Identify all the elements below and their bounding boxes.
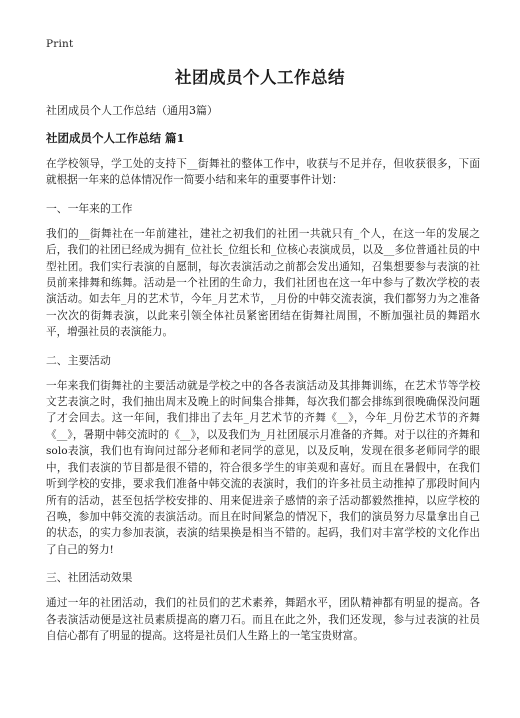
section-body-effects: 通过一年的社团活动，我们的社员们的艺术素养，舞蹈水平，团队精神都有明显的提高。各各表演活动便是这社员素质提高的磨刀石。而且在此之外，我们还发现，参与过表演的社员自信心都有了明显的提高。这将是社员们人生路上的一笔宝贵财富。	[46, 597, 480, 642]
section-body-activities: 一年来我们街舞社的主要活动就是学校之中的各各表演活动及其排舞训练，在艺术节等学校文艺表演之时，我们抽出周末及晚上的时间集合排舞，每次我们都会排练到很晚确保没问题了才会回去。这一年间，我们排出了去年_月艺术节的齐舞《__》，今年_月份艺术节的齐舞《__》，暑期中韩交流时的《__》，以及我们为_月社团展示月准备的齐舞。对于以往的齐舞和solo表演，我们也有询问过部分老师和老同学的意见，以及反响，发现在很多老师同学的眼中，我们表演的节目都是很不错的，符合很多学生的审美观和喜好。而且在暑假中，在我们听到学校的安排，要求我们准备中韩交流的表演时，我们的许多社员主动推掉了那段时间内所有的活动，甚至包括学校安排的、用来促进亲子感情的亲子活动都毅然推掉，以应学校的召唤，参加中韩交流的表演活动。而且在时间紧急的情况下，我们的演员努力尽量拿出自己的状态，的实力参加表演，表演的结果换是相当不错的。起码，我们对丰富学校的文化作出了自己的努力!	[46, 379, 480, 556]
section-heading-work: 一、一年来的工作	[46, 201, 133, 215]
article-heading: 社团成员个人工作总结 篇1	[46, 131, 185, 145]
intro-paragraph: 在学校领导，学工处的支持下__街舞社的整体工作中，收获与不足并存，但收获很多，下面就根据一年来的总体情况作一简要小结和来年的重要事件计划：	[46, 158, 480, 187]
document-subtitle: 社团成员个人工作总结（通用3篇）	[46, 104, 218, 117]
section-heading-effects: 三、社团活动效果	[46, 571, 133, 585]
page-title: 社团成员个人工作总结	[175, 68, 345, 87]
section-heading-activities: 二、主要活动	[46, 353, 111, 367]
section-body-work: 我们的__街舞社在一年前建社，建社之初我们的社团一共就只有_个人，在这一年的发展之后，我们的社团已经成为拥有_位社长_位组长和_位核心表演成员，以及__多位普通社员的中型社团。我们实行表演的自愿制，每次表演活动之前都会发出通知，召集想要参与表演的社员前来排舞和练舞。活动是一个社团的生命力，我们社团也在这一年中参与了数次学校的表演活动。如去年_月的艺术节，今年_月艺术节，_月份的中韩交流表演，我们都努力为之准备一次次的街舞表演，以此来引领全体社员紧密团结在街舞社周围，不断加强社员的舞蹈水平，增强社员的表演能力。	[46, 227, 480, 339]
print-link[interactable]: Print	[46, 38, 74, 50]
